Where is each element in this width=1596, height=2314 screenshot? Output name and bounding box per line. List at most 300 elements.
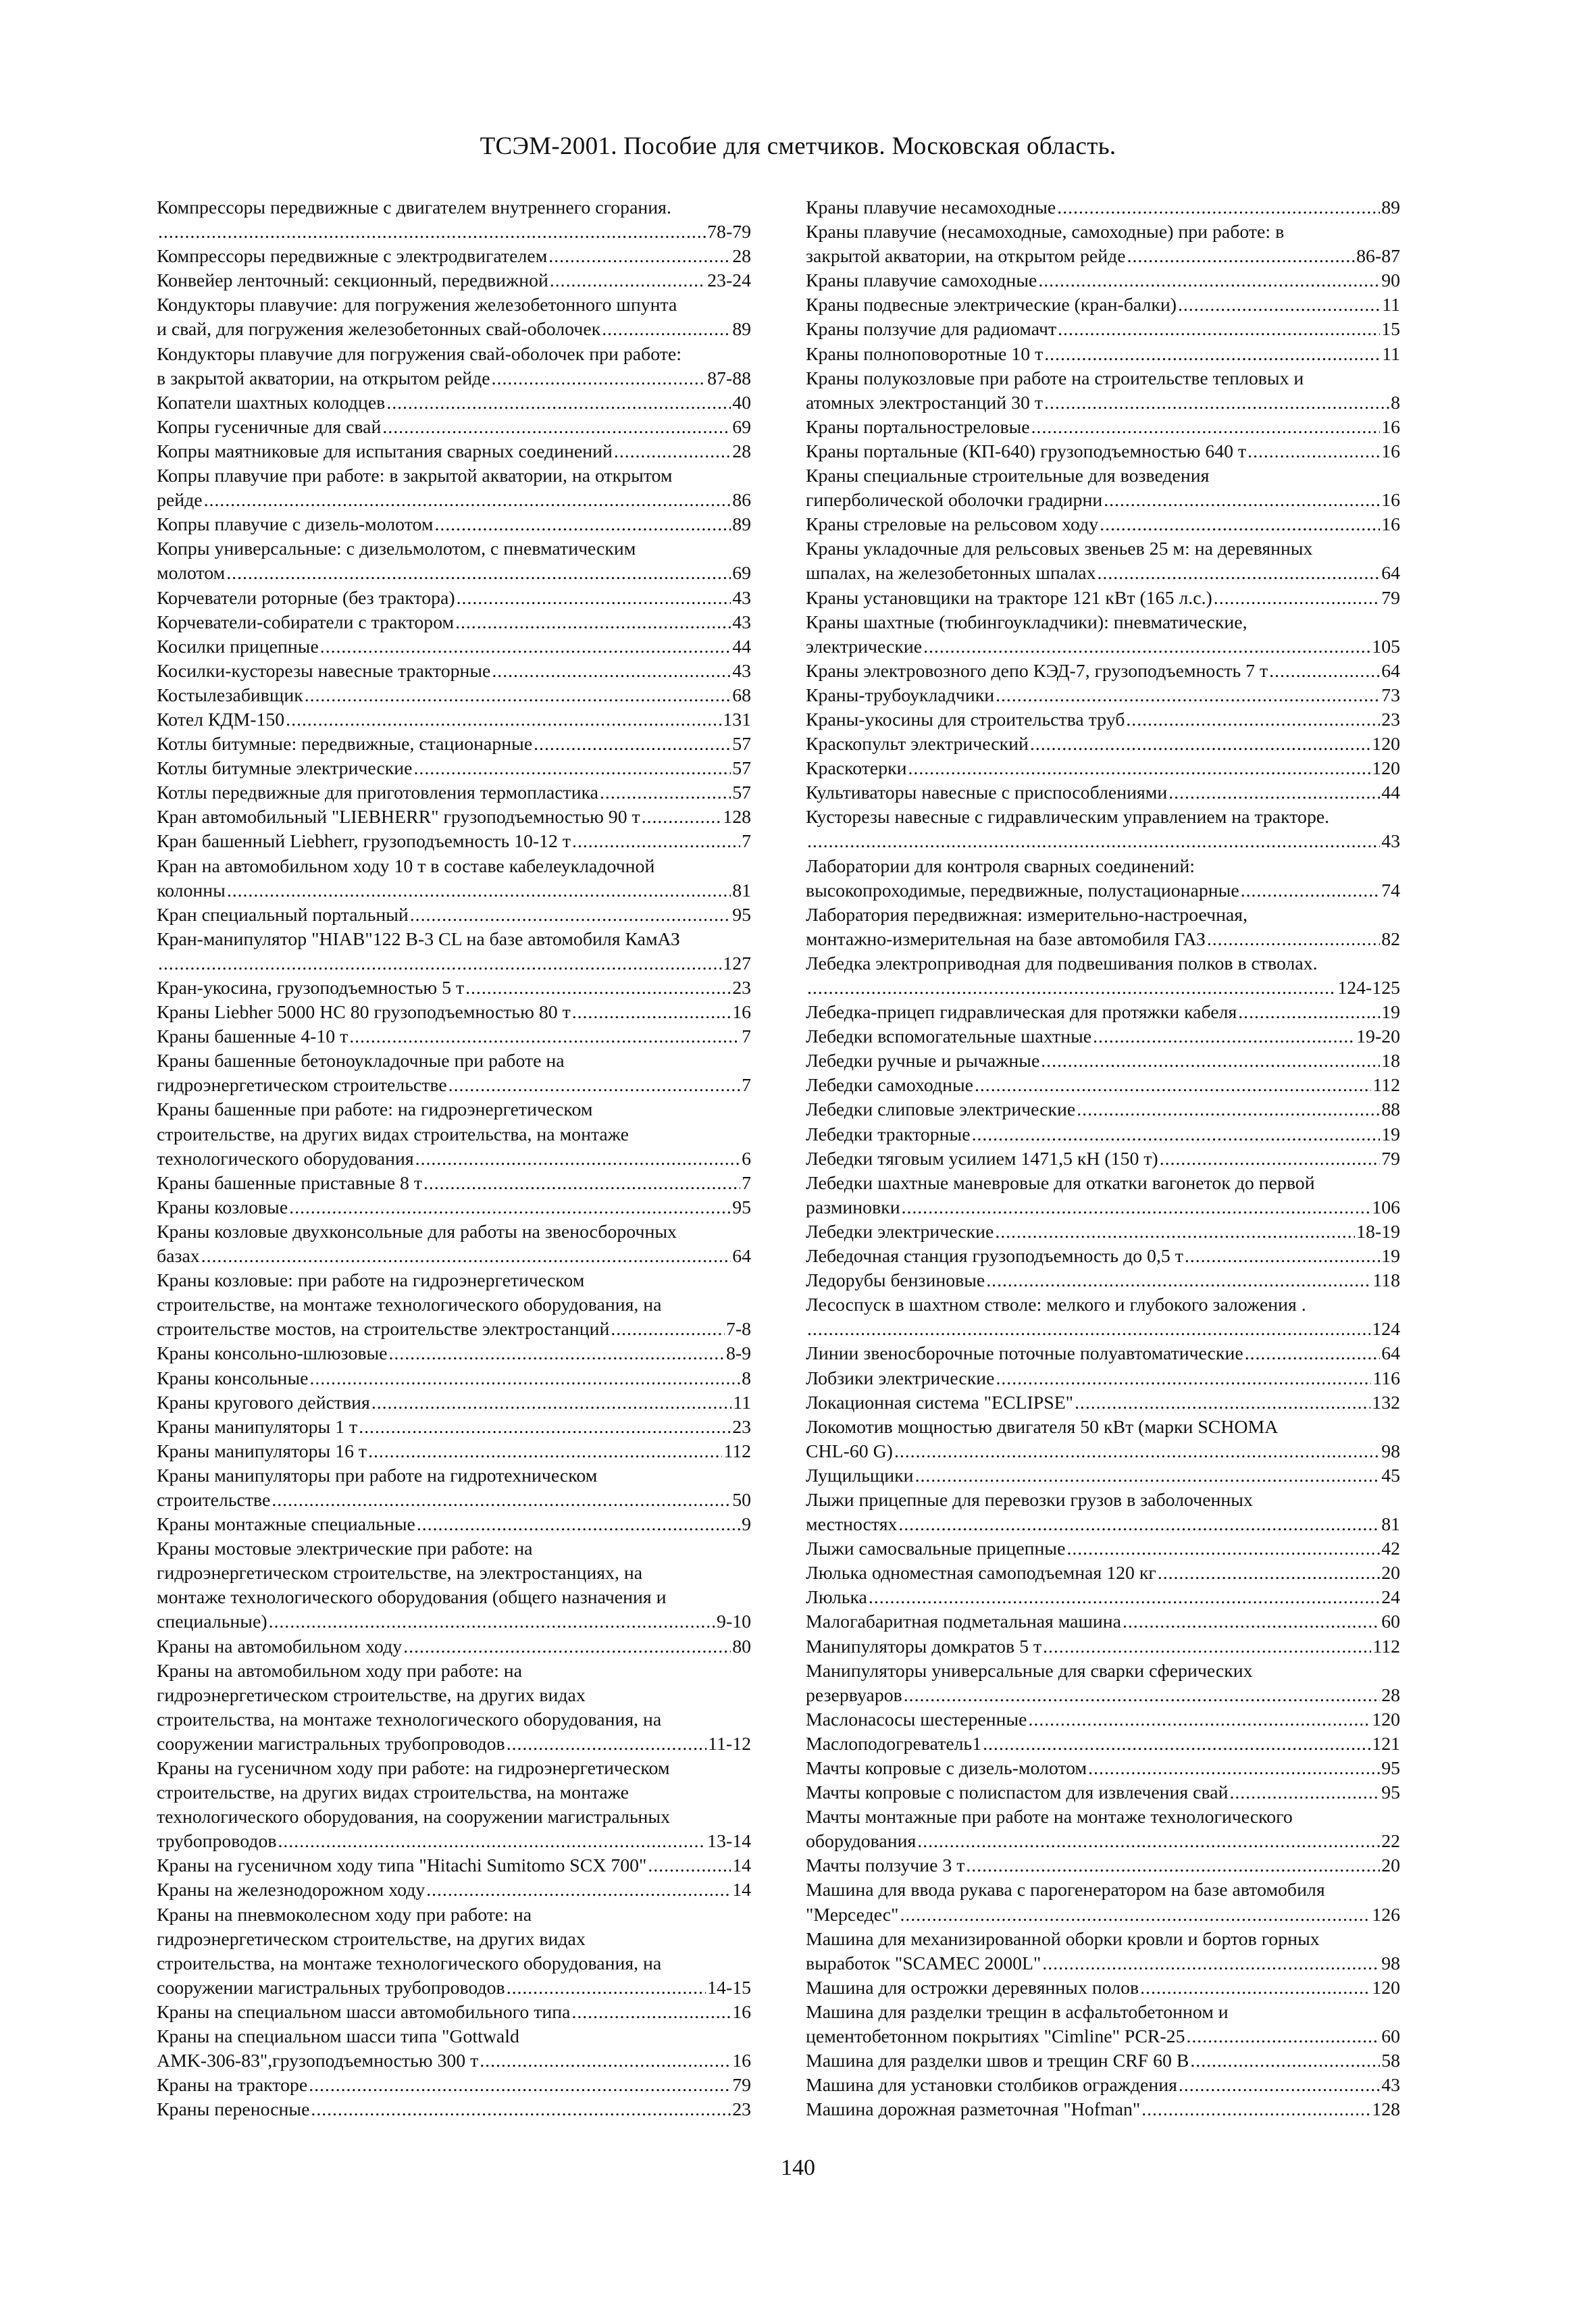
leader-dots bbox=[305, 684, 731, 708]
entry-line bbox=[157, 220, 751, 245]
entry-page-ref: 98 bbox=[1381, 1953, 1400, 1974]
entry-text: Манипуляторы домкратов 5 т bbox=[806, 1636, 1042, 1657]
index-entry bbox=[157, 781, 751, 805]
index-entry bbox=[157, 1757, 751, 1854]
entry-page-ref: 23 bbox=[732, 978, 751, 999]
index-entry bbox=[806, 1854, 1400, 1878]
index-entry bbox=[157, 1220, 751, 1269]
entry-text: Краскотерки bbox=[806, 758, 907, 780]
entry-text: Краны плавучие самоходные bbox=[806, 270, 1037, 292]
leader-dots bbox=[309, 1367, 740, 1391]
entry-line bbox=[806, 1220, 1400, 1244]
index-entry bbox=[806, 1708, 1400, 1732]
entry-line bbox=[806, 1976, 1400, 2001]
entry-line bbox=[806, 318, 1400, 342]
leader-dots bbox=[1179, 2073, 1380, 2098]
entry-text: гиперболической оболочки градирни bbox=[806, 490, 1103, 511]
index-entry bbox=[806, 1878, 1400, 1927]
entry-text: Котлы битумные электрические bbox=[157, 758, 413, 780]
leader-dots bbox=[1245, 1342, 1381, 1366]
leader-dots bbox=[320, 635, 731, 659]
entry-text: Машина для острожки деревянных полов bbox=[806, 1977, 1139, 1998]
entry-line bbox=[806, 805, 1400, 830]
entry-page-ref: 43 bbox=[732, 587, 751, 609]
leader-dots bbox=[917, 1830, 1380, 1854]
entry-text: Краны портальные (КП-640) грузоподъемностью 640 т bbox=[806, 441, 1247, 462]
entry-text: Копатели шахтных колодцев bbox=[157, 392, 386, 413]
entry-line bbox=[806, 1537, 1400, 1561]
entry-line bbox=[806, 976, 1400, 1001]
index-entry bbox=[806, 1781, 1400, 1805]
index-entry bbox=[157, 1025, 751, 1049]
entry-text: Кран-манипулятор "HIAB"122 B-3 CL на базе автомобиля КамАЗ bbox=[157, 928, 680, 950]
entry-page-ref: 73 bbox=[1381, 684, 1400, 706]
entry-line bbox=[157, 1976, 751, 2001]
entry-line bbox=[806, 879, 1400, 903]
index-entry bbox=[806, 1805, 1400, 1854]
index-entry bbox=[806, 1025, 1400, 1049]
index-entry bbox=[157, 1098, 751, 1171]
index-entry bbox=[157, 391, 751, 416]
index-entry bbox=[806, 1659, 1400, 1708]
index-entry bbox=[806, 1220, 1400, 1244]
entry-line bbox=[157, 464, 751, 488]
entry-text: Кусторезы навесные с гидравлическим управлением на тракторе. bbox=[806, 807, 1330, 828]
entry-text: Кондукторы плавучие: для погружения железобетонного шпунта bbox=[157, 295, 677, 316]
entry-text: Машина для установки столбиков ограждения bbox=[806, 2075, 1177, 2096]
entry-text: колонны bbox=[157, 880, 226, 901]
entry-page-ref: 23 bbox=[1381, 709, 1400, 730]
entry-text: Лебедки ручные и рычажные bbox=[806, 1051, 1040, 1072]
entry-text: Лебедки вспомогательные шахтные bbox=[806, 1026, 1092, 1048]
leader-dots bbox=[492, 659, 731, 684]
entry-line bbox=[806, 440, 1400, 464]
index-entry bbox=[157, 1635, 751, 1659]
entry-text: Краны манипуляторы при работе на гидротехническом bbox=[157, 1465, 598, 1486]
entry-text: Кран-укосина, грузоподъемностью 5 т bbox=[157, 978, 465, 999]
entry-text: оборудования bbox=[806, 1831, 917, 1853]
entry-page-ref: 121 bbox=[1372, 1733, 1400, 1755]
entry-text: Краны на специальном шасси автомобильного типа bbox=[157, 2001, 571, 2023]
entry-line bbox=[157, 1367, 751, 1391]
index-entry bbox=[806, 1244, 1400, 1269]
leader-dots bbox=[507, 1976, 706, 2001]
entry-text: Лебедка-прицеп гидравлическая для протяжки кабеля bbox=[806, 1002, 1237, 1024]
leader-dots bbox=[389, 1342, 725, 1366]
leader-dots bbox=[611, 1317, 725, 1342]
index-entry bbox=[157, 1049, 751, 1098]
leader-dots bbox=[311, 2098, 731, 2122]
entry-text: и свай, для погружения железобетонных свай-оболочек bbox=[157, 319, 601, 341]
entry-text: Ледорубы бензиновые bbox=[806, 1270, 985, 1292]
entry-line bbox=[157, 2025, 751, 2049]
index-entry bbox=[806, 1391, 1400, 1415]
entry-line bbox=[806, 2073, 1400, 2098]
index-entry bbox=[157, 513, 751, 537]
leader-dots bbox=[1043, 1635, 1371, 1659]
entry-text: Лебедки тракторные bbox=[806, 1124, 971, 1145]
leader-dots bbox=[1178, 293, 1381, 318]
entry-line bbox=[806, 659, 1400, 684]
entry-text: Кондукторы плавучие для погружения свай-оболочек при работе: bbox=[157, 343, 681, 365]
entry-page-ref: 28 bbox=[732, 246, 751, 268]
entry-page-ref: 7 bbox=[742, 831, 751, 853]
leader-dots bbox=[371, 1391, 731, 1415]
entry-line bbox=[157, 1244, 751, 1269]
leader-dots bbox=[869, 1586, 1380, 1610]
entry-page-ref: 80 bbox=[732, 1636, 751, 1657]
entry-page-ref: 11-12 bbox=[708, 1733, 751, 1755]
entry-line bbox=[157, 757, 751, 781]
leader-dots bbox=[534, 732, 731, 757]
entry-line bbox=[157, 1952, 751, 1976]
entry-text: Лебедки тяговым усилием 1471,5 кН (150 т) bbox=[806, 1148, 1158, 1169]
entry-page-ref: 43 bbox=[732, 660, 751, 682]
leader-dots bbox=[457, 586, 731, 611]
entry-text: Корчеватели роторные (без трактора) bbox=[157, 587, 455, 609]
entry-text: Краны на пневмоколесном ходу при работе: на bbox=[157, 1904, 532, 1926]
entry-line bbox=[157, 659, 751, 684]
leader-dots bbox=[455, 611, 731, 635]
entry-line bbox=[157, 1269, 751, 1293]
entry-page-ref: 58 bbox=[1381, 2051, 1400, 2072]
leader-dots bbox=[1126, 708, 1380, 732]
entry-line bbox=[157, 1317, 751, 1342]
entry-text: Лебедка электроприводная для подвешивания полков в стволах. bbox=[806, 953, 1318, 974]
leader-dots bbox=[572, 830, 740, 854]
entry-page-ref: 50 bbox=[732, 1489, 751, 1511]
entry-page-ref: 44 bbox=[732, 636, 751, 657]
index-entry bbox=[157, 684, 751, 708]
entry-text: Кран специальный портальный bbox=[157, 904, 409, 926]
leader-dots bbox=[1098, 561, 1381, 586]
leader-dots bbox=[204, 488, 731, 513]
entry-text: строительстве, на других видах строительства, на монтаже bbox=[157, 1124, 629, 1145]
entry-text: рейде bbox=[157, 490, 203, 511]
entry-text: базах bbox=[157, 1246, 200, 1267]
entry-page-ref: 23 bbox=[732, 1416, 751, 1438]
entry-page-ref: 120 bbox=[1372, 1709, 1400, 1730]
leader-dots bbox=[158, 220, 706, 245]
entry-page-ref: 43 bbox=[1381, 831, 1400, 853]
index-entry bbox=[157, 537, 751, 586]
index-entry bbox=[806, 1049, 1400, 1074]
entry-text: Копры плавучие при работе: в закрытой акватории, на открытом bbox=[157, 466, 673, 487]
entry-text: технологического оборудования, на сооружении магистральных bbox=[157, 1807, 670, 1828]
index-entry bbox=[157, 976, 751, 1001]
entry-page-ref: 89 bbox=[732, 514, 751, 536]
leader-dots bbox=[1141, 2098, 1370, 2122]
entry-line bbox=[806, 1196, 1400, 1220]
entry-page-ref: 79 bbox=[1381, 587, 1400, 609]
entry-line bbox=[806, 1391, 1400, 1415]
entry-page-ref: 79 bbox=[732, 2075, 751, 2096]
entry-page-ref: 60 bbox=[1381, 1611, 1400, 1633]
entry-text: AMK-306-83",грузоподъемностью 300 т bbox=[157, 2051, 479, 2072]
entry-text: строительстве, на других видах строительства, на монтаже bbox=[157, 1782, 629, 1804]
leader-dots bbox=[158, 952, 721, 976]
entry-line bbox=[806, 1513, 1400, 1537]
leader-dots bbox=[1044, 391, 1389, 416]
entry-line bbox=[806, 1878, 1400, 1903]
entry-page-ref: 24 bbox=[1381, 1587, 1400, 1609]
entry-text: атомных электростанций 30 т bbox=[806, 392, 1044, 413]
entry-page-ref: 86-87 bbox=[1356, 246, 1400, 268]
entry-page-ref: 95 bbox=[1381, 1758, 1400, 1779]
entry-text: строительства, на монтаже технологического оборудования, на bbox=[157, 1709, 662, 1730]
leader-dots bbox=[571, 2001, 731, 2025]
index-entry bbox=[806, 855, 1400, 903]
entry-line bbox=[157, 1928, 751, 1952]
leader-dots bbox=[368, 1440, 722, 1464]
leader-dots bbox=[1057, 196, 1380, 220]
entry-page-ref: 19 bbox=[1381, 1246, 1400, 1267]
entry-text: Люлька одноместная самоподъемная 120 кг bbox=[806, 1563, 1156, 1584]
leader-dots bbox=[480, 2049, 731, 2073]
index-entry bbox=[806, 464, 1400, 513]
index-entry bbox=[157, 903, 751, 928]
leader-dots bbox=[923, 635, 1370, 659]
entry-line bbox=[157, 1757, 751, 1781]
leader-dots bbox=[415, 1147, 740, 1172]
entry-text: Мачты ползучие 3 т bbox=[806, 1855, 965, 1877]
entry-text: Лебедки электрические bbox=[806, 1221, 994, 1242]
entry-text: Краны на автомобильном ходу при работе: на bbox=[157, 1660, 523, 1682]
leader-dots bbox=[807, 830, 1380, 854]
entry-line bbox=[157, 1025, 751, 1049]
entry-page-ref: 16 bbox=[1381, 514, 1400, 536]
leader-dots bbox=[1093, 1025, 1355, 1049]
index-entry bbox=[157, 708, 751, 732]
entry-page-ref: 69 bbox=[732, 416, 751, 438]
entry-text: Краны башенные 4-10 т bbox=[157, 1026, 349, 1048]
leader-dots bbox=[227, 879, 731, 903]
entry-page-ref: 57 bbox=[732, 782, 751, 804]
index-column-left bbox=[157, 196, 751, 2122]
index-entry bbox=[157, 1342, 751, 1366]
entry-page-ref: 89 bbox=[732, 319, 751, 341]
leader-dots bbox=[1127, 245, 1356, 269]
entry-text: Культиваторы навесные с приспособлениями bbox=[806, 782, 1168, 804]
leader-dots bbox=[995, 1220, 1355, 1244]
entry-line bbox=[806, 220, 1400, 245]
leader-dots bbox=[1238, 1001, 1380, 1025]
leader-dots bbox=[900, 1903, 1370, 1928]
entry-page-ref: 120 bbox=[1372, 758, 1400, 780]
leader-dots bbox=[1041, 1049, 1380, 1074]
entry-text: Краны козловые: при работе на гидроэнергетическом bbox=[157, 1270, 585, 1292]
entry-line bbox=[157, 830, 751, 854]
leader-dots bbox=[465, 976, 731, 1001]
index-entry bbox=[806, 1293, 1400, 1342]
entry-line bbox=[806, 1586, 1400, 1610]
entry-page-ref: 69 bbox=[732, 563, 751, 584]
leader-dots bbox=[414, 757, 731, 781]
entry-page-ref: 7-8 bbox=[725, 1319, 751, 1340]
entry-line bbox=[157, 928, 751, 952]
index-entry bbox=[157, 2025, 751, 2073]
leader-dots bbox=[996, 684, 1380, 708]
index-entry bbox=[806, 903, 1400, 952]
entry-line bbox=[806, 1610, 1400, 1634]
entry-text: Краны монтажные специальные bbox=[157, 1514, 415, 1536]
entry-text: закрытой акватории, на открытом рейде bbox=[806, 246, 1126, 268]
entry-line bbox=[157, 708, 751, 732]
entry-text: Котлы передвижные для приготовления термопластика bbox=[157, 782, 598, 804]
entry-page-ref: 14-15 bbox=[707, 1977, 751, 1998]
entry-line bbox=[806, 830, 1400, 854]
entry-page-ref: 79 bbox=[1381, 1148, 1400, 1169]
entry-line bbox=[157, 1537, 751, 1561]
index-entry bbox=[157, 1172, 751, 1196]
entry-text: Компрессоры передвижные с электродвигателем bbox=[157, 246, 548, 268]
entry-text: Лыжи самосвальные прицепные bbox=[806, 1538, 1066, 1560]
entry-page-ref: 82 bbox=[1381, 928, 1400, 950]
entry-text: резервуаров bbox=[806, 1684, 902, 1706]
entry-line bbox=[806, 2001, 1400, 2025]
index-entry bbox=[806, 611, 1400, 659]
entry-page-ref: 95 bbox=[732, 1197, 751, 1218]
entry-line bbox=[157, 1708, 751, 1732]
entry-text: Краны-укосины для строительства труб bbox=[806, 709, 1125, 730]
entry-text: Краны Liebher 5000 HC 80 грузоподъемностью 80 т bbox=[157, 1002, 571, 1024]
entry-text: Краны переносные bbox=[157, 2099, 310, 2121]
entry-line bbox=[806, 1025, 1400, 1049]
index-entry bbox=[806, 1464, 1400, 1488]
entry-page-ref: 16 bbox=[1381, 490, 1400, 511]
entry-line bbox=[157, 1074, 751, 1098]
entry-line bbox=[157, 1196, 751, 1220]
index-entry bbox=[157, 805, 751, 830]
leader-dots bbox=[975, 1074, 1371, 1098]
entry-page-ref: 28 bbox=[732, 441, 751, 462]
index-entry bbox=[806, 1147, 1400, 1172]
leader-dots bbox=[382, 416, 731, 440]
index-column-right bbox=[806, 196, 1400, 2122]
entry-page-ref: 105 bbox=[1372, 636, 1400, 657]
entry-text: строительстве, на монтаже технологического оборудования, на bbox=[157, 1294, 662, 1316]
entry-line bbox=[157, 537, 751, 561]
entry-text: в закрытой акватории, на открытом рейде bbox=[157, 368, 490, 389]
entry-text: цементобетонном покрытиях "Cimline" PCR-25 bbox=[806, 2026, 1185, 2048]
index-entry bbox=[157, 2098, 751, 2122]
entry-page-ref: 124-125 bbox=[1337, 978, 1400, 999]
entry-line bbox=[157, 1001, 751, 1025]
entry-line bbox=[157, 1586, 751, 1610]
entry-text: Кран автомобильный "LIEBHERR" грузоподъемностью 90 т bbox=[157, 807, 640, 828]
entry-line bbox=[806, 1293, 1400, 1317]
entry-line bbox=[806, 1903, 1400, 1928]
entry-text: Машина для ввода рукава с парогенератором на базе автомобиля bbox=[806, 1880, 1325, 1901]
entry-page-ref: 43 bbox=[732, 611, 751, 633]
entry-line bbox=[157, 635, 751, 659]
leader-dots bbox=[359, 1415, 731, 1440]
index-entry bbox=[806, 416, 1400, 440]
entry-page-ref: 88 bbox=[1381, 1099, 1400, 1121]
entry-page-ref: 11 bbox=[1382, 295, 1400, 316]
entry-line bbox=[806, 952, 1400, 976]
entry-line bbox=[157, 1342, 751, 1366]
index-entry bbox=[806, 367, 1400, 416]
entry-text: Конвейер ленточный: секционный, передвижной bbox=[157, 270, 548, 292]
entry-text: гидроэнергетическом строительстве, на других видах bbox=[157, 1684, 586, 1706]
entry-text: Лыжи прицепные для перевозки грузов в заболоченных bbox=[806, 1489, 1253, 1511]
entry-line bbox=[806, 1928, 1400, 1952]
index-entry bbox=[157, 440, 751, 464]
index-entry bbox=[806, 1098, 1400, 1122]
entry-page-ref: 8 bbox=[742, 1367, 751, 1389]
entry-text: Лобзики электрические bbox=[806, 1367, 995, 1389]
entry-line bbox=[806, 1244, 1400, 1269]
entry-line bbox=[157, 1659, 751, 1684]
leader-dots bbox=[648, 1854, 731, 1878]
entry-line bbox=[806, 367, 1400, 391]
entry-line bbox=[157, 293, 751, 318]
leader-dots bbox=[1077, 1098, 1380, 1122]
entry-page-ref: 20 bbox=[1381, 1563, 1400, 1584]
leader-dots bbox=[1100, 513, 1380, 537]
entry-line bbox=[157, 440, 751, 464]
entry-page-ref: 132 bbox=[1372, 1392, 1400, 1413]
index-entry bbox=[806, 1928, 1400, 1976]
entry-line bbox=[157, 2049, 751, 2073]
entry-line bbox=[157, 1830, 751, 1854]
entry-line bbox=[157, 1878, 751, 1903]
entry-line bbox=[806, 1049, 1400, 1074]
leader-dots bbox=[602, 318, 731, 342]
entry-text: Краны консольно-шлюзовые bbox=[157, 1343, 388, 1365]
entry-text: Лущильщики bbox=[806, 1465, 914, 1486]
entry-line bbox=[157, 488, 751, 513]
entry-line bbox=[806, 635, 1400, 659]
index-entry bbox=[806, 1635, 1400, 1659]
entry-text: Краны на гусеничном ходу при работе: на гидроэнергетическом bbox=[157, 1758, 670, 1779]
entry-text: Локационная система "ECLIPSE" bbox=[806, 1392, 1074, 1413]
entry-page-ref: 18 bbox=[1381, 1051, 1400, 1072]
entry-line bbox=[806, 1781, 1400, 1805]
leader-dots bbox=[1241, 879, 1381, 903]
entry-text: Компрессоры передвижные с двигателем внутреннего сгорания. bbox=[157, 197, 671, 218]
entry-text: строительства, на монтаже технологического оборудования, на bbox=[157, 1953, 662, 1974]
leader-dots bbox=[1031, 416, 1381, 440]
entry-text: Краны на тракторе bbox=[157, 2075, 308, 2096]
entry-page-ref: 128 bbox=[723, 807, 751, 828]
index-entry bbox=[157, 1196, 751, 1220]
entry-page-ref: 127 bbox=[723, 953, 751, 974]
entry-text: местностях bbox=[806, 1514, 898, 1536]
index-entry bbox=[157, 245, 751, 269]
entry-page-ref: 95 bbox=[732, 904, 751, 926]
entry-line bbox=[806, 611, 1400, 635]
leader-dots bbox=[1066, 1537, 1380, 1561]
entry-text: Кран на автомобильном ходу 10 т в составе кабелеукладочной bbox=[157, 855, 655, 877]
entry-line bbox=[157, 1293, 751, 1317]
entry-text: Краны манипуляторы 16 т bbox=[157, 1440, 367, 1462]
entry-page-ref: 98 bbox=[1381, 1440, 1400, 1462]
entry-line bbox=[806, 537, 1400, 561]
entry-text: Краны кругового действия bbox=[157, 1392, 370, 1413]
entry-line bbox=[157, 1147, 751, 1172]
leader-dots bbox=[1269, 659, 1380, 684]
entry-page-ref: 7 bbox=[742, 1172, 751, 1194]
entry-line bbox=[806, 1952, 1400, 1976]
index-entry bbox=[806, 708, 1400, 732]
leader-dots bbox=[807, 1317, 1370, 1342]
entry-text: высокопроходимые, передвижные, полустационарные bbox=[806, 880, 1239, 901]
entry-line bbox=[157, 2073, 751, 2098]
entry-line bbox=[806, 1172, 1400, 1196]
leader-dots bbox=[403, 1635, 731, 1659]
